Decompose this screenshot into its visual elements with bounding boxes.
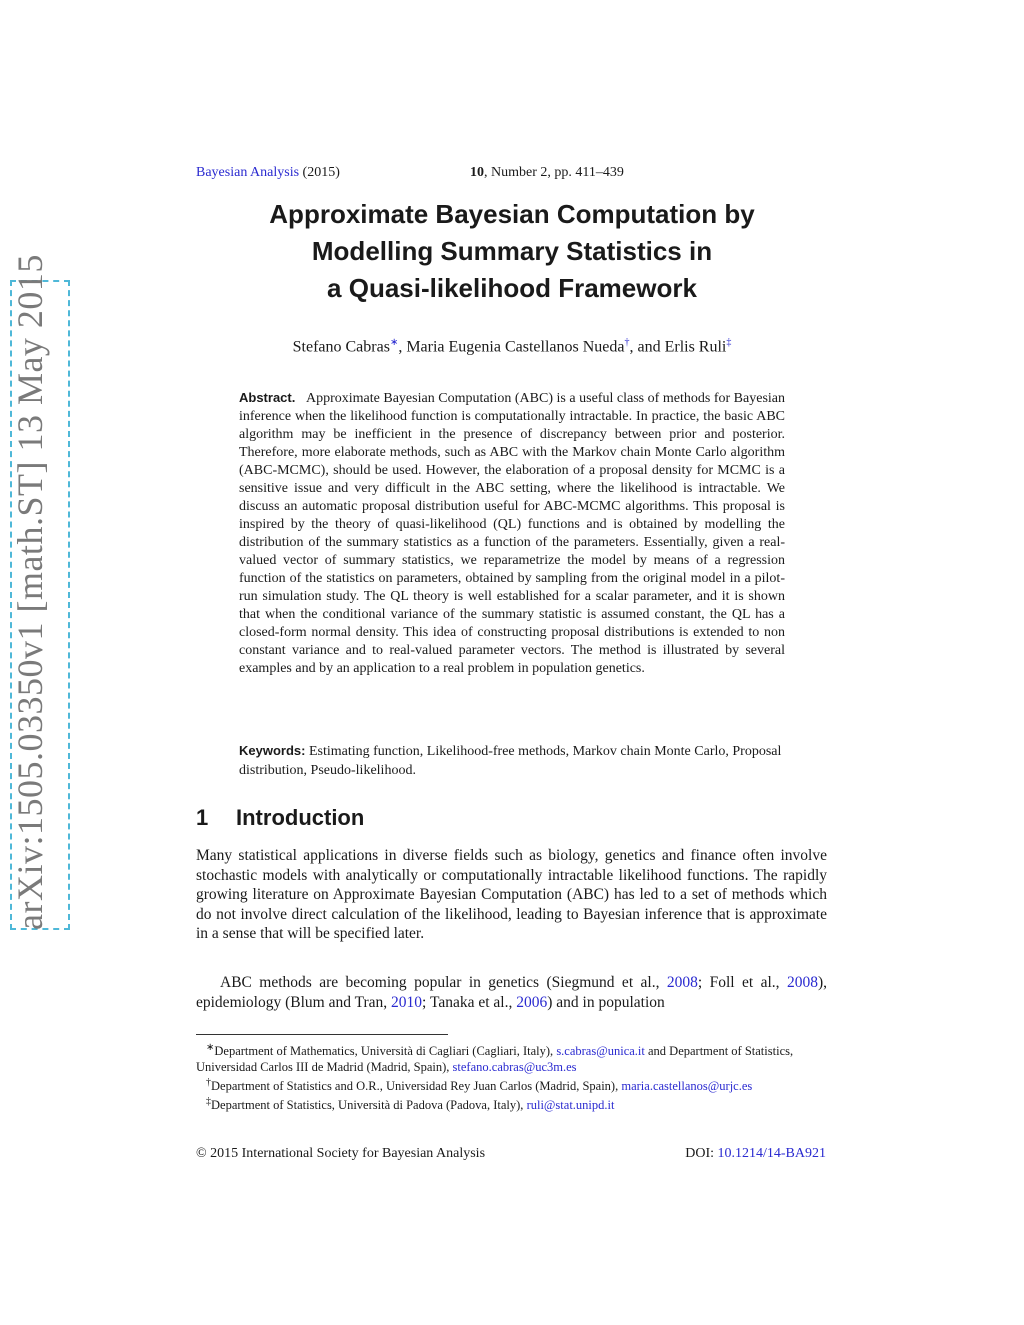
doi xyxy=(685,1146,826,1162)
section-heading xyxy=(196,805,364,831)
footnote-1 xyxy=(196,1040,827,1075)
footnote-1-text: Department of Mathematics, Università di Cagliari (Cagliari, Italy), xyxy=(214,1044,557,1059)
title-line-3: a Quasi-likelihood Framework xyxy=(327,273,697,303)
footnote-2-mark: † xyxy=(206,1077,211,1089)
footnote-1-text-2: and Department of Statistics, Universidad Carlos III de Madrid (Madrid, Spain), xyxy=(196,1044,794,1075)
citation-year-link[interactable]: 2010 xyxy=(391,993,423,1011)
email-link[interactable]: ruli@stat.unipd.it xyxy=(526,1098,615,1113)
issue-pages: , Number 2, pp. 411–439 xyxy=(484,165,624,180)
section-number: 1 xyxy=(196,805,209,830)
citation-year-link[interactable]: 2008 xyxy=(666,974,698,991)
keywords xyxy=(239,741,785,780)
email-link[interactable]: s.cabras@unica.it xyxy=(556,1044,645,1059)
volume-info xyxy=(470,165,624,181)
arxiv-stamp[interactable]: arXiv:1505.03350v1 [math.ST] 13 May 2015 xyxy=(10,254,50,930)
author-list xyxy=(196,337,828,356)
volume-number: 10 xyxy=(470,165,484,180)
footnote-1-mark: ∗ xyxy=(206,1042,215,1053)
footnote-3-mark: ‡ xyxy=(206,1096,211,1108)
footnote-2 xyxy=(196,1075,827,1094)
journal-header xyxy=(196,165,340,181)
footnote-3-text: Department of Statistics, Università di Padova (Padova, Italy), xyxy=(211,1098,527,1113)
para2-text-2: ; Foll et al., xyxy=(697,974,787,991)
para2-text-1: ABC methods are becoming popular in genetics (Siegmund et al., xyxy=(220,974,667,991)
citation-year-link[interactable]: 2006 xyxy=(516,993,548,1011)
journal-year: (2015) xyxy=(302,165,340,180)
author-3: , and Erlis Ruli xyxy=(629,338,727,356)
footnote-mark-2[interactable]: † xyxy=(624,337,630,348)
footnote-mark-3[interactable]: ‡ xyxy=(726,337,732,348)
footnote-divider xyxy=(196,1034,448,1035)
abstract-label: Abstract. xyxy=(239,390,296,405)
footnote-mark-1[interactable]: ∗ xyxy=(389,337,399,348)
intro-paragraph-1: Many statistical applications in diverse fields such as biology, genetics and finance often involve stochastic models with analytically or computationally intractable likelihood functions. The rapidly growing literature on Approximate Bayesian Computation (ABC) has led to a set of methods which do not involve direct calculation of the likelihood, leading to Bayesian inference that is approximate in a sense that will be specified later. xyxy=(196,847,827,943)
section-title: Introduction xyxy=(236,805,365,830)
para2-text-3: ), epidemiology (Blum and Tran, xyxy=(196,974,827,1011)
intro-paragraph-2 xyxy=(196,973,827,1012)
keywords-label: Keywords: xyxy=(239,743,306,758)
footnote-3 xyxy=(196,1094,827,1113)
doi-label: DOI: xyxy=(685,1146,718,1161)
abstract xyxy=(239,389,785,678)
para2-text-4: ; Tanaka et al., xyxy=(422,993,517,1011)
doi-link[interactable]: 10.1214/14-BA921 xyxy=(717,1146,826,1161)
para2-text-5: ) and in population xyxy=(547,993,665,1011)
footnote-2-text: Department of Statistics and O.R., Universidad Rey Juan Carlos (Madrid, Spain), xyxy=(211,1079,622,1094)
keywords-text: Estimating function, Likelihood-free methods, Markov chain Monte Carlo, Proposal distribution, Pseudo-likelihood. xyxy=(239,744,782,778)
citation-year-link[interactable]: 2008 xyxy=(786,974,818,991)
journal-link[interactable]: Bayesian Analysis xyxy=(196,165,300,180)
email-link[interactable]: stefano.cabras@uc3m.es xyxy=(452,1060,577,1075)
author-2: , Maria Eugenia Castellanos Nueda xyxy=(398,338,625,356)
paper-title xyxy=(196,196,828,307)
copyright-notice: © 2015 International Society for Bayesian Analysis xyxy=(196,1146,486,1161)
email-link[interactable]: maria.castellanos@urjc.es xyxy=(621,1079,753,1094)
author-1: Stefano Cabras xyxy=(292,338,390,356)
footnotes xyxy=(196,1040,827,1113)
title-line-1: Approximate Bayesian Computation by xyxy=(269,199,755,229)
title-line-2: Modelling Summary Statistics in xyxy=(311,236,713,266)
abstract-text: Approximate Bayesian Computation (ABC) is a useful class of methods for Bayesian inference when the likelihood function is computationally intractable. In practice, the basic ABC algorithm may be inefficient in the presence of discrepancy between prior and posterior. Therefore, more elaborate methods, such as ABC with the Markov chain Monte Carlo algorithm (ABC-MCMC), should be used. However, the elaboration of a proposal density for MCMC is a sensitive issue and very difficult in the ABC setting, where the likelihood is intractable. We discuss an automatic proposal distribution useful for ABC-MCMC algorithms. This proposal is inspired by the theory of quasi-likelihood (QL) functions and is obtained by modelling the distribution of the summary statistics as a function of the parameters. Essentially, given a real-valued vector of summary statistics, we reparametrize the model by means of a regression function of the statistics on parameters, obtained by sampling from the original model in a pilot-run simulation study. The QL theory is well established for a scalar parameter, and it is shown that when the conditional variance of the summary statistic is assumed constant, the QL has a closed-form normal density. This idea of constructing proposal distributions is extended to non constant variance and to real-valued parameter vectors. The method is illustrated by several examples and by an application to a real problem in population genetics. xyxy=(239,391,785,676)
